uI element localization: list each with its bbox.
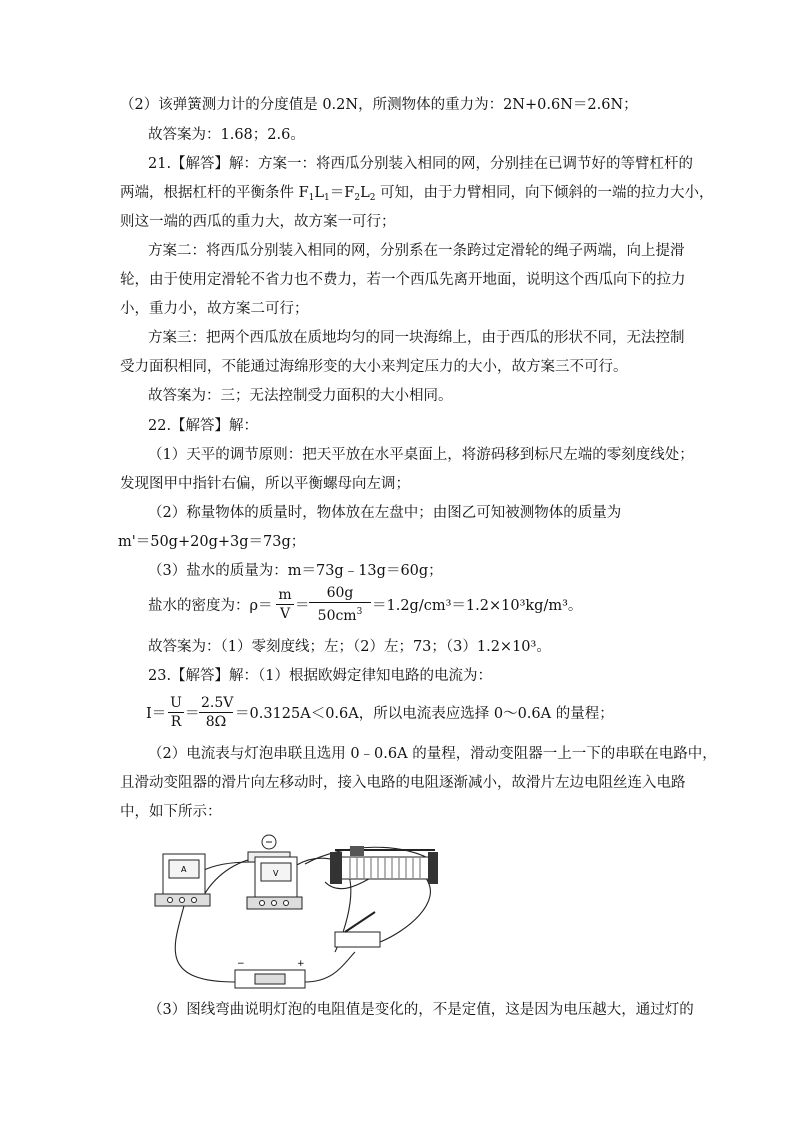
density-formula: 盐水的密度为：ρ＝ bbox=[148, 598, 273, 614]
fraction-u-over-r: $\frac{U}{R}$ bbox=[168, 694, 184, 731]
text-line: 小，重力小，故方案二可行； bbox=[120, 301, 309, 317]
text-line: 21.【解答】解：方案一：将西瓜分别装入相同的网，分别挂在已调节好的等臂杠杆的 bbox=[148, 156, 694, 172]
text-line: 中，如下所示： bbox=[120, 804, 222, 820]
text-line: 两端，根据杠杆的平衡条件 $F_1L_1=F_2L_2$ 可知，由于力臂相同，向下倾斜的一端的拉力大小， bbox=[120, 185, 714, 203]
voltmeter-icon bbox=[247, 857, 302, 909]
text-line: 发现图甲中指针右偏，所以平衡螺母向左调； bbox=[120, 476, 410, 492]
text-line: 22.【解答】解： bbox=[148, 418, 259, 434]
voltmeter-label: V bbox=[273, 869, 279, 878]
battery-plus-label: + bbox=[297, 959, 305, 969]
rheostat-icon bbox=[330, 846, 438, 884]
equals-sign: ＝ bbox=[295, 598, 310, 614]
text-line: 且滑动变阻器的滑片向左移动时，接入电路的电阻逐渐减小，故滑片左边电阻丝连入电路 bbox=[120, 775, 686, 791]
text-line: （1）天平的调节原则：把天平放在水平桌面上，将游码移到标尺左端的零刻度线处； bbox=[148, 447, 694, 463]
text-line: 方案二：将西瓜分别装入相同的网，分别系在一条跨过定滑轮的绳子两端，向上提滑 bbox=[148, 243, 685, 259]
text-line: 故答案为：（1）零刻度线；左；（2）左；73；（3）1.2×10³。 bbox=[148, 639, 551, 655]
battery-minus-label: − bbox=[237, 959, 245, 969]
text-line: （2）电流表与灯泡串联且选用 0﹣0.6A 的量程，滑动变阻器一上一下的串联在电路中， bbox=[148, 746, 717, 762]
fraction-m-over-v: $\frac{m}{V}$ bbox=[276, 586, 294, 623]
text-line: （2）称量物体的质量时，物体放在左盘中；由图乙可知被测物体的质量为 bbox=[148, 505, 622, 521]
density-result: ＝1.2g/cm³＝1.2×10³kg/m³。 bbox=[372, 598, 583, 614]
equals-sign: ＝ bbox=[185, 706, 200, 722]
text-line: 23.【解答】解：（1）根据欧姆定律知电路的电流为： bbox=[148, 668, 493, 684]
ammeter-label: A bbox=[181, 865, 187, 874]
text-line: （3）盐水的质量为：m＝73g﹣13g＝60g； bbox=[148, 563, 443, 579]
text-line: 故答案为：三；无法控制受力面积的大小相同。 bbox=[148, 388, 453, 404]
circuit-diagram bbox=[145, 832, 455, 992]
text-line: 轮，由于使用定滑轮不省力也不费力，若一个西瓜先离开地面，说明这个西瓜向下的拉力 bbox=[120, 272, 686, 288]
ammeter-icon bbox=[155, 854, 210, 906]
battery-icon bbox=[235, 959, 305, 988]
switch-icon bbox=[335, 912, 380, 947]
current-formula: I＝ bbox=[146, 706, 167, 722]
wire bbox=[305, 952, 355, 982]
fraction-2-5v-over-8ohm: $\frac{2.5V}{8\Omega}$ bbox=[201, 695, 234, 730]
wire bbox=[380, 877, 430, 942]
current-result: ＝0.3125A＜0.6A，所以电流表应选择 0～0.6A 的量程； bbox=[235, 706, 614, 722]
text-line: 方案三：把两个西瓜放在质地均匀的同一块海绵上，由于西瓜的形状不同，无法控制 bbox=[148, 330, 685, 346]
text-line: （2）该弹簧测力计的分度值是 0.2N，所测物体的重力为：2N+0.6N＝2.6N； bbox=[120, 97, 638, 113]
text-line: m'＝50g+20g+3g＝73g； bbox=[118, 534, 306, 550]
text-line: 故答案为：1.68；2.6。 bbox=[148, 127, 305, 143]
text-line: 受力面积相同，不能通过海绵形变的大小来判定压力的大小，故方案三不可行。 bbox=[120, 359, 628, 375]
fraction-60g-over-50cm3: $\frac{60g}{50cm^3}$ bbox=[309, 584, 371, 625]
text-line: （3）图线弯曲说明灯泡的电阻值是变化的，不是定值，这是因为电压越大，通过灯的 bbox=[148, 1002, 694, 1018]
text-line: 则这一端的西瓜的重力大，故方案一可行； bbox=[120, 214, 396, 230]
wire bbox=[175, 902, 235, 982]
